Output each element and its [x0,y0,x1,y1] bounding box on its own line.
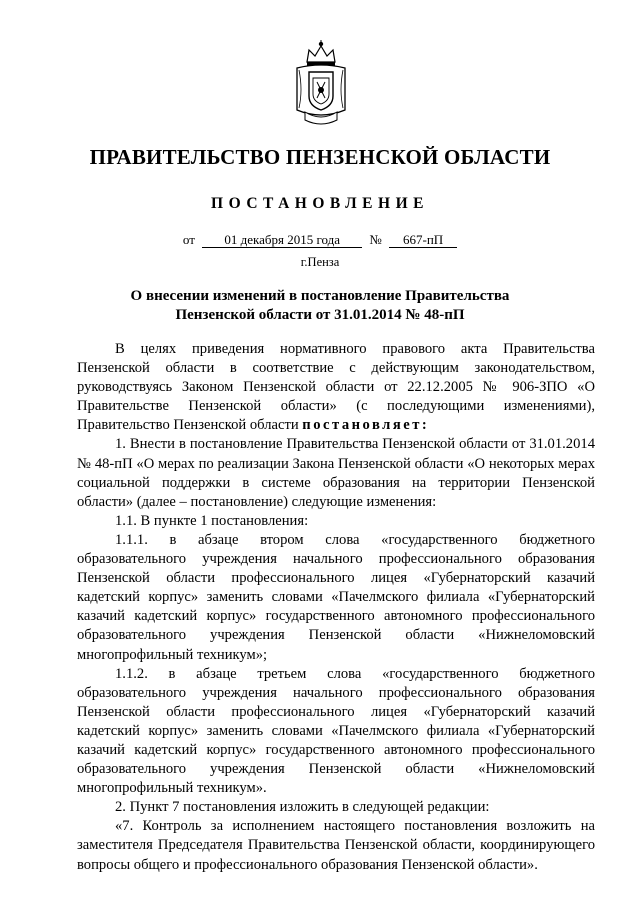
document-date: 01 декабря 2015 года [202,233,362,248]
paragraph-1: 1. Внести в постановление Правительства Пензенской области от 31.01.2014 № 48-пП «О мерах по реализации Закона Пензенской области «О некоторых мерах социальной поддержки в системе образования на территории Пензенской области» (далее – постановление) следующие изменения: [77,436,595,510]
document-type-title: ПОСТАНОВЛЕНИЕ [211,195,429,212]
paragraph-2: 2. Пункт 7 постановления изложить в следующей редакции: [115,799,490,816]
document-subject [100,287,540,325]
subject-line-1: О внесении изменений в постановление Правительства [130,288,510,304]
preamble-text: В целях приведения нормативного правового акта Правительства Пензенской области в соответствие с действующим законодательством, руководствуясь Законом Пензенской области от 22.12.2005 № 906-ЗПО «О Правительстве Пензенской области» (с последующими изменениями), Правительство Пензенской области [77,341,595,434]
date-prefix: от [182,232,195,247]
resolves-word: постановляет: [302,417,430,434]
paragraph-1-1-2: 1.1.2. в абзаце третьем слова «государственного бюджетного образовательного учреждения начального профессионального образования Пензенской области профессионального лицея «Губернаторский казачий кадетский корпус» заменить словами «Пачелмского филиала «Губернаторский казачий кадетский корпус» государственного автономного профессионального образовательного учреждения Пензенской области «Нижнеломовский многопрофильный техникум». [77,665,595,797]
number-sign: № [369,232,382,247]
preamble-paragraph [77,340,595,435]
date-number-line [0,232,640,248]
paragraph-1-1: 1.1. В пункте 1 постановления: [115,512,309,529]
document-body [77,340,595,875]
paragraph-1-1-1: 1.1.1. в абзаце втором слова «государственного бюджетного образовательного учреждения начального профессионального образования Пензенской области профессионального лицея «Губернаторский казачий кадетский корпус» заменить словами «Пачелмского филиала «Губернаторский казачий кадетский корпус» государственного автономного профессионального образовательного учреждения Пензенской области «Нижнеломовский многопрофильный техникум»; [77,531,595,663]
paragraph-7-text: «7. Контроль за исполнением настоящего постановления возложить на заместителя Председателя Правительства Пензенской области, координирующего вопросы общего и профессионального образования Пензенской области». [77,818,595,873]
city: г.Пенза [300,255,340,269]
subject-line-2: Пензенской области от 31.01.2014 № 48-пП [175,307,465,323]
government-title: ПРАВИТЕЛЬСТВО ПЕНЗЕНСКОЙ ОБЛАСТИ [89,145,551,169]
document-number: 667-пП [389,233,457,248]
coat-of-arms-emblem [295,40,347,128]
